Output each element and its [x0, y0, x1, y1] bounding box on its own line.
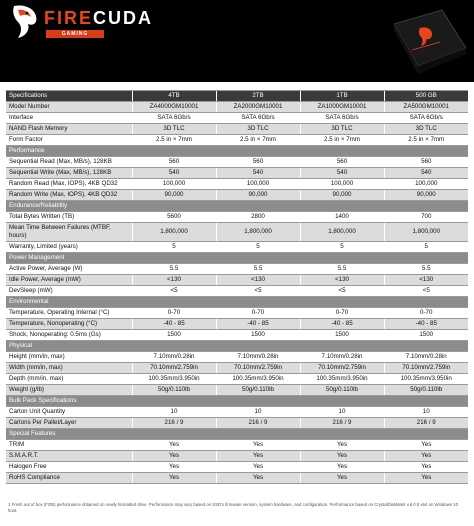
section-header-row: [6, 146, 468, 157]
table-row: [6, 407, 468, 418]
gaming-tagline: GAMING: [46, 30, 104, 38]
section-header-row: [6, 396, 468, 407]
spec-label: S.M.A.R.T.: [6, 451, 132, 462]
spec-value: -40 - 85: [384, 319, 468, 330]
spec-value: 5: [216, 242, 300, 253]
spec-value: 1400: [300, 212, 384, 223]
spec-value: 1,800,000: [384, 223, 468, 242]
spec-value: 5.5: [216, 264, 300, 275]
table-row: [6, 462, 468, 473]
spec-value: 100,000: [384, 179, 468, 190]
spec-value: 560: [216, 157, 300, 168]
spec-value: 10: [384, 407, 468, 418]
spec-value: Yes: [300, 462, 384, 473]
spec-value: Yes: [132, 473, 216, 484]
spec-value: 2.5 in × 7mm: [216, 135, 300, 146]
spec-value: 5: [300, 242, 384, 253]
spec-value: 100,000: [300, 179, 384, 190]
section-title: Bulk Pack Specifications: [6, 396, 468, 407]
spec-value: SATA 6Gb/s: [132, 113, 216, 124]
spec-label: Mean Time Between Failures (MTBF, hours): [6, 223, 132, 242]
spec-value: 90,000: [132, 190, 216, 201]
spec-value: 2800: [216, 212, 300, 223]
spec-value: 1500: [132, 330, 216, 341]
spec-value: 100,000: [216, 179, 300, 190]
spec-label: Idle Power, Average (mW): [6, 275, 132, 286]
spec-value: 1,800,000: [300, 223, 384, 242]
spec-value: 100.35mm/3.950in: [384, 374, 468, 385]
spec-value: 10: [300, 407, 384, 418]
spec-value: 1500: [216, 330, 300, 341]
spec-label: Depth (mm/in, max): [6, 374, 132, 385]
spec-table: [6, 90, 468, 484]
spec-value: 216 / 9: [300, 418, 384, 429]
spec-value: <5: [384, 286, 468, 297]
table-row: [6, 275, 468, 286]
spec-value: 1,800,000: [216, 223, 300, 242]
spec-label: Sequential Write (Max, MB/s), 128KB: [6, 168, 132, 179]
spec-label: Carton Unit Quantity: [6, 407, 132, 418]
spec-label: Interface: [6, 113, 132, 124]
spec-value: Yes: [300, 451, 384, 462]
spec-value: Yes: [216, 473, 300, 484]
table-row: [6, 451, 468, 462]
table-row: [6, 124, 468, 135]
spec-value: SATA 6Gb/s: [216, 113, 300, 124]
spec-value: 70.10mm/2.759in: [216, 363, 300, 374]
firecuda-logo: [8, 4, 154, 44]
table-row: [6, 374, 468, 385]
table-row: [6, 113, 468, 124]
spec-value: 70.10mm/2.759in: [384, 363, 468, 374]
section-header-row: [6, 429, 468, 440]
spec-label: Model Number: [6, 102, 132, 113]
spec-value: <5: [300, 286, 384, 297]
spec-value: 3D TLC: [384, 124, 468, 135]
spec-value: 560: [300, 157, 384, 168]
spec-label: Sequential Read (Max, MB/s), 128KB: [6, 157, 132, 168]
section-header-row: [6, 253, 468, 264]
spec-label: Total Bytes Written (TB): [6, 212, 132, 223]
spec-value: Yes: [216, 451, 300, 462]
spec-label: Cartons Per Pallet/Layer: [6, 418, 132, 429]
spec-value: 7.10mm/0.28in: [384, 352, 468, 363]
spec-label: Temperature, Nonoperating (°C): [6, 319, 132, 330]
section-title: Special Features: [6, 429, 468, 440]
spec-value: <130: [216, 275, 300, 286]
spec-label: Width (mm/in, max): [6, 363, 132, 374]
spec-value: Yes: [384, 462, 468, 473]
spec-value: 10: [132, 407, 216, 418]
spec-value: 216 / 9: [216, 418, 300, 429]
spec-label: Random Read (Max, IOPS), 4KB QD32: [6, 179, 132, 190]
table-row: [6, 308, 468, 319]
spec-value: 216 / 9: [384, 418, 468, 429]
header-capacity-2tb: 2TB: [216, 91, 300, 102]
spec-value: 50g/0.110lb: [300, 385, 384, 396]
table-row: [6, 330, 468, 341]
table-row: [6, 286, 468, 297]
spec-value: <130: [300, 275, 384, 286]
table-row: [6, 135, 468, 146]
spec-value: <130: [132, 275, 216, 286]
section-header-row: [6, 341, 468, 352]
spec-label: DevSleep (mW): [6, 286, 132, 297]
brand-fire: FIRE: [44, 8, 94, 28]
table-row: [6, 223, 468, 242]
section-header-row: [6, 201, 468, 212]
spec-value: 90,000: [216, 190, 300, 201]
spec-value: Yes: [132, 440, 216, 451]
spec-value: Yes: [132, 462, 216, 473]
spec-value: 0-70: [132, 308, 216, 319]
spec-value: Yes: [384, 473, 468, 484]
spec-value: Yes: [216, 462, 300, 473]
spec-label: Warranty, Limited (years): [6, 242, 132, 253]
spec-value: ZA500GM10001: [384, 102, 468, 113]
table-row: [6, 473, 468, 484]
spec-value: 50g/0.110lb: [384, 385, 468, 396]
spec-value: 90,000: [384, 190, 468, 201]
spec-value: 700: [384, 212, 468, 223]
spec-value: -40 - 85: [300, 319, 384, 330]
spec-value: 90,000: [300, 190, 384, 201]
table-row: [6, 179, 468, 190]
spec-value: Yes: [132, 451, 216, 462]
spec-value: Yes: [300, 473, 384, 484]
header-capacity-4tb: 4TB: [132, 91, 216, 102]
spec-value: 5.5: [132, 264, 216, 275]
spec-label: Height (mm/in, max): [6, 352, 132, 363]
spec-value: 216 / 9: [132, 418, 216, 429]
spec-value: <130: [384, 275, 468, 286]
section-title: Environmental: [6, 297, 468, 308]
spec-value: <5: [216, 286, 300, 297]
spec-label: Temperature, Operating Internal (°C): [6, 308, 132, 319]
table-row: [6, 242, 468, 253]
section-title: Performance: [6, 146, 468, 157]
spec-value: 540: [300, 168, 384, 179]
section-title: Power Management: [6, 253, 468, 264]
table-row: [6, 352, 468, 363]
seahorse-logo-icon: [8, 4, 42, 42]
spec-value: 540: [384, 168, 468, 179]
table-row: [6, 157, 468, 168]
ssd-drive-image: [390, 4, 468, 78]
spec-value: 540: [216, 168, 300, 179]
table-row: [6, 363, 468, 374]
table-row: [6, 168, 468, 179]
header-capacity-500gb: 500 GB: [384, 91, 468, 102]
spec-value: 7.10mm/0.28in: [216, 352, 300, 363]
spec-value: ZA2000GM10001: [216, 102, 300, 113]
spec-value: 100.35mm/3.950in: [300, 374, 384, 385]
section-title: Physical: [6, 341, 468, 352]
table-row: [6, 264, 468, 275]
brand-wordmark: [44, 8, 153, 29]
spec-value: 5: [384, 242, 468, 253]
spec-label: Shock, Nonoperating: 0.5ms (Gs): [6, 330, 132, 341]
spec-label: Random Write (Max, IOPS), 4KB QD32: [6, 190, 132, 201]
table-row: [6, 418, 468, 429]
table-header-row: [6, 91, 468, 102]
spec-value: 70.10mm/2.759in: [300, 363, 384, 374]
spec-value: <5: [132, 286, 216, 297]
header-banner: [0, 0, 474, 82]
section-title: Endurance/Reliability: [6, 201, 468, 212]
spec-value: 3D TLC: [216, 124, 300, 135]
footnote: 1 Fresh out of box (FOB) performance obtained on newly formatted drive. Performance may vary based on SSD's firmware version, system hardware, and configuration. Performance based on CrystalDiskMark v.6.0.0 x64 on Windows 10 host.: [8, 502, 458, 513]
brand-cuda: CUDA: [93, 8, 154, 28]
spec-value: 5600: [132, 212, 216, 223]
spec-value: 2.5 in × 7mm: [300, 135, 384, 146]
spec-label: Weight (g/lb): [6, 385, 132, 396]
spec-value: 100.35mm/3.950in: [216, 374, 300, 385]
spec-value: 7.10mm/0.28in: [300, 352, 384, 363]
spec-value: 1,800,000: [132, 223, 216, 242]
spec-table-body: [6, 91, 468, 484]
spec-value: 1500: [384, 330, 468, 341]
spec-value: 50g/0.110lb: [216, 385, 300, 396]
header-label: Specifications: [6, 91, 132, 102]
header-capacity-1tb: 1TB: [300, 91, 384, 102]
spec-value: Yes: [384, 440, 468, 451]
spec-value: Yes: [384, 451, 468, 462]
spec-value: Yes: [216, 440, 300, 451]
spec-value: 560: [132, 157, 216, 168]
spec-value: 1500: [300, 330, 384, 341]
table-row: [6, 440, 468, 451]
table-row: [6, 385, 468, 396]
spec-value: ZA4000GM10001: [132, 102, 216, 113]
spec-value: 100,000: [132, 179, 216, 190]
spec-value: 2.5 in × 7mm: [132, 135, 216, 146]
spec-value: 540: [132, 168, 216, 179]
spec-value: 3D TLC: [132, 124, 216, 135]
spec-value: -40 - 85: [132, 319, 216, 330]
table-row: [6, 212, 468, 223]
spec-label: RoHS Compliance: [6, 473, 132, 484]
spec-value: Yes: [300, 440, 384, 451]
spec-label: Form Factor: [6, 135, 132, 146]
spec-value: 0-70: [384, 308, 468, 319]
spec-value: 2.5 in × 7mm: [384, 135, 468, 146]
spec-label: Halogen Free: [6, 462, 132, 473]
section-header-row: [6, 297, 468, 308]
spec-value: 0-70: [216, 308, 300, 319]
spec-value: 3D TLC: [300, 124, 384, 135]
spec-value: 100.35mm/3.950in: [132, 374, 216, 385]
table-row: [6, 102, 468, 113]
spec-value: 0-70: [300, 308, 384, 319]
spec-value: ZA1000GM10001: [300, 102, 384, 113]
spec-value: 5: [132, 242, 216, 253]
spec-value: -40 - 85: [216, 319, 300, 330]
spec-value: 50g/0.110lb: [132, 385, 216, 396]
spec-value: 7.10mm/0.28in: [132, 352, 216, 363]
spec-value: 560: [384, 157, 468, 168]
table-row: [6, 190, 468, 201]
table-row: [6, 319, 468, 330]
spec-value: SATA 6Gb/s: [300, 113, 384, 124]
spec-value: 5.5: [300, 264, 384, 275]
spec-value: 10: [216, 407, 300, 418]
spec-value: 5.5: [384, 264, 468, 275]
spec-label: NAND Flash Memory: [6, 124, 132, 135]
spec-value: SATA 6Gb/s: [384, 113, 468, 124]
spec-value: 70.10mm/2.759in: [132, 363, 216, 374]
spec-label: Active Power, Average (W): [6, 264, 132, 275]
spec-label: TRIM: [6, 440, 132, 451]
